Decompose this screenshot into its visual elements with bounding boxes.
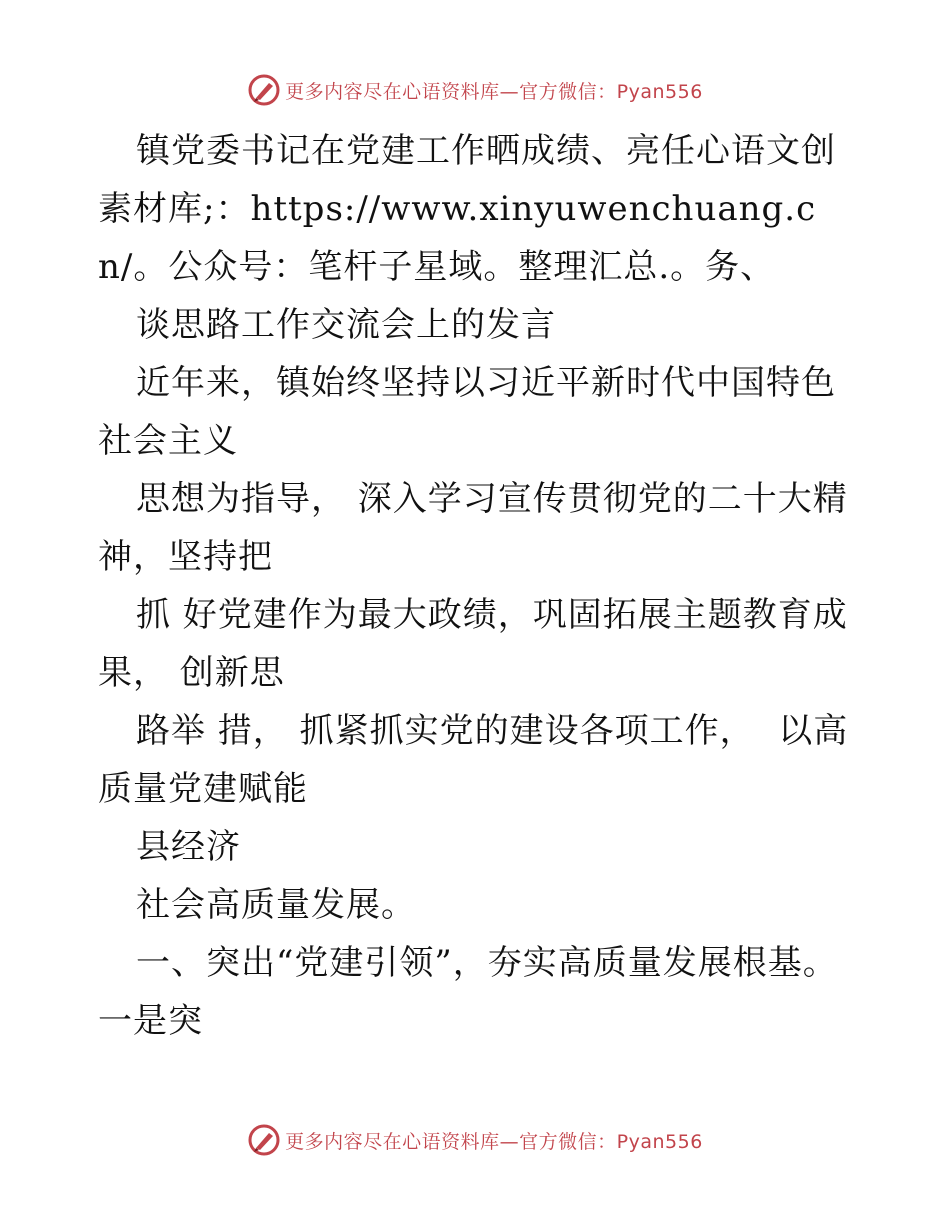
- paragraph: 镇党委书记在党建工作晒成绩、亮任心语文创素材库;：https://www.xinyuwenchuang.cn/。公众号：笔杆子星域。整理汇总.。务、: [98, 131, 836, 287]
- document-body: [98, 122, 858, 1050]
- paragraph: 县经济: [136, 827, 241, 867]
- pen-circle-logo-icon: [247, 1123, 281, 1157]
- paragraph: 近年来，镇始终坚持以习近平新时代中国特色社会主义: [98, 363, 836, 461]
- pen-circle-logo-icon: [247, 73, 281, 107]
- paragraph: 思想为指导， 深入学习宣传贯彻党的二十大精神，坚持把: [98, 479, 848, 577]
- footer-banner: [0, 1120, 950, 1160]
- paragraph: 社会高质量发展。: [136, 885, 416, 925]
- paragraph: 抓 好党建作为最大政绩，巩固拓展主题教育成果， 创新思: [98, 595, 848, 693]
- header-banner: [0, 70, 950, 110]
- paragraph: 一、突出“党建引领”，夯实高质量发展根基。一是突: [98, 943, 838, 1041]
- banner-text: 更多内容尽在心语资料库—官方微信：Pyan556: [285, 1130, 703, 1153]
- paragraph: 路举 措， 抓紧抓实党的建设各项工作， 以高质量党建赋能: [98, 711, 849, 809]
- banner-text: 更多内容尽在心语资料库—官方微信：Pyan556: [285, 80, 703, 103]
- paragraph: 谈思路工作交流会上的发言: [136, 305, 556, 345]
